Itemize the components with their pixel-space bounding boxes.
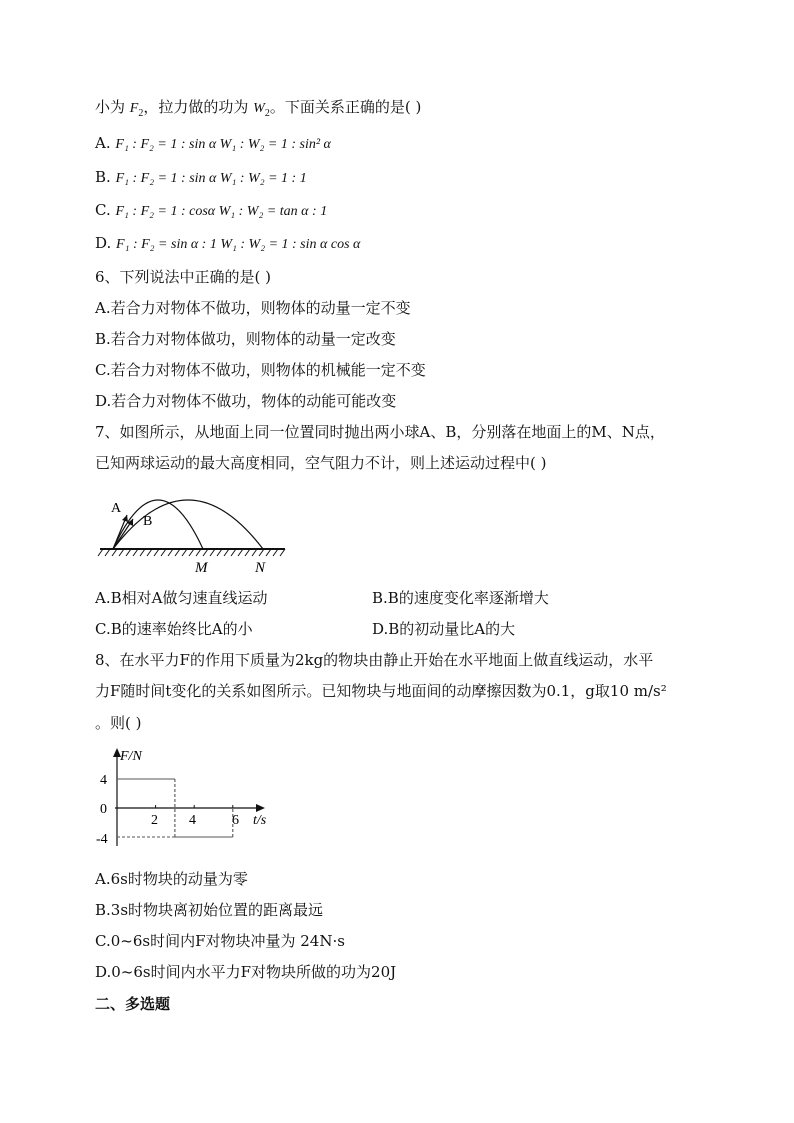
q6-option-b: B.若合力对物体做功，则物体的动量一定改变: [95, 330, 396, 348]
x-tick-6: 6: [232, 813, 239, 828]
x-tick-4: 4: [189, 813, 196, 828]
question-5-stem-tail: 小为 $F_2$，拉力做的功为 $W_2$。下面关系正确的是( ): [95, 98, 422, 119]
t-axis-arrow: [256, 804, 265, 812]
q5-option-b: B. F₁ : F₂ = 1 : sin α W₁ : W₂ = 1 : 1: [95, 168, 307, 186]
q5-option-d: D. F₁ : F₂ = sin α : 1 W₁ : W₂ = 1 : sin α cos α: [95, 234, 361, 252]
x-tick-2: 2: [151, 813, 158, 828]
var-f2: $F_2$: [129, 101, 144, 119]
label-a: A: [111, 501, 122, 516]
q8-option-b: B.3s时物块离初始位置的距离最远: [95, 901, 324, 919]
q7-stem-line2: 已知两球运动的最大高度相同，空气阻力不计，则上述运动过程中( ): [95, 454, 547, 472]
q7-option-c: C.B的速率始终比A的小: [95, 620, 253, 638]
q7-option-d: D.B的初动量比A的大: [372, 620, 516, 638]
section-heading: 二、多选题: [95, 995, 171, 1013]
q6-option-d: D.若合力对物体不做功，物体的动能可能改变: [95, 392, 397, 410]
var-w2: $W_2$: [253, 101, 270, 119]
q8-option-a: A.6s时物块的动量为零: [95, 870, 248, 888]
y-tick-0: 0: [100, 802, 107, 817]
force-time-graph: [95, 742, 285, 854]
q8-stem-line3: 。则( ): [95, 714, 142, 732]
label-b: B: [143, 514, 153, 529]
y-tick-neg4: -4: [96, 832, 108, 847]
q6-option-a: A.若合力对物体不做功，则物体的动量一定不变: [95, 299, 411, 317]
q8-stem-line2: 力F随时间t变化的关系如图所示。已知物块与地面间的动摩擦因数为0.1，g取10 m/s²: [95, 682, 667, 700]
q8-option-c: C.0~6s时间内F对物块冲量为 24N·s: [95, 932, 345, 950]
y-tick-4: 4: [100, 773, 107, 788]
q8-option-d: D.0~6s时间内水平力F对物块所做的功为20J: [95, 963, 397, 981]
q7-stem-line1: 7、如图所示，从地面上同一位置同时抛出两小球A、B，分别落在地面上的M、N点，: [95, 423, 665, 441]
q5-option-a: A. F₁ : F₂ = 1 : sin α W₁ : W₂ = 1 : sin² α: [95, 134, 331, 152]
trajectory-b: [113, 500, 263, 549]
q8-stem-line1: 8、在水平力F的作用下质量为2kg的物块由静止开始在水平地面上做直线运动，水平: [95, 651, 654, 669]
label-m: M: [195, 560, 208, 576]
q6-option-c: C.若合力对物体不做功，则物体的机械能一定不变: [95, 361, 426, 379]
ground-hatching: [98, 549, 285, 556]
label-n: N: [255, 560, 266, 576]
f-axis-label: F/N: [120, 749, 142, 764]
projectile-figure: [95, 482, 295, 577]
arrowhead-b: [127, 519, 133, 526]
q6-stem: 6、下列说法中正确的是( ): [95, 268, 272, 286]
q5-option-c: C. F₁ : F₂ = 1 : cosα W₁ : W₂ = tan α : 1: [95, 201, 328, 219]
q7-option-b: B.B的速度变化率逐渐增大: [372, 589, 549, 607]
q7-option-a: A.B相对A做匀速直线运动: [95, 589, 268, 607]
arrowhead-a: [122, 515, 128, 522]
t-axis-label: t/s: [253, 813, 267, 828]
